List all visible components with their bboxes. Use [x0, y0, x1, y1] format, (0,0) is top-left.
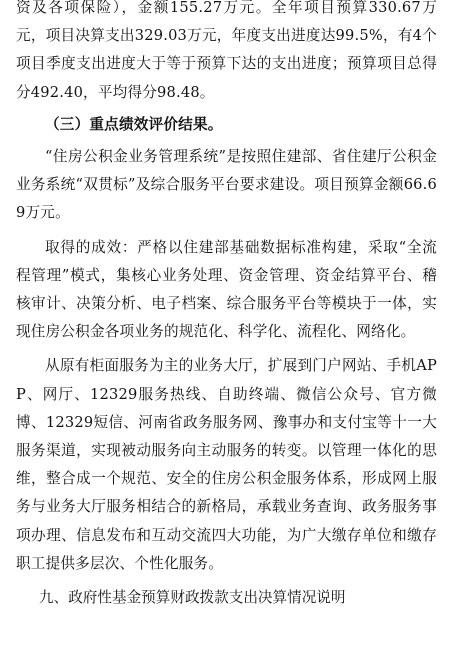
service-channels-paragraph: 从原有柜面服务为主的业务大厅，扩展到门户网站、手机APP、网厅、12329服务热线、自助终端、微信公众号、官方微博、12329短信、河南省政务服务网、豫事办和支付宝等十一大服务渠道，实现被动服务向主动服务的转变。以管理一体化的思维，整合成一个规范、安全的住房公积金服务体系，形成网上服务与业务大厅服务相结合的新格局，承载业务查询、政务服务事项办理、信息发布和互动交流四大功能，为广大缴存单位和缴存职工提供多层次、个性化服务。	[16, 357, 437, 572]
achievements-paragraph: 取得的成效：严格以住建部基础数据标准构建，采取“全流程管理”模式，集核心业务处理、资金管理、资金结算平台、稽核审计、决策分析、电子档案、综合服务平台等模块于一体，实现住房公积金各项业务的规范化、科学化、流程化、网络化。	[16, 238, 437, 341]
key-evaluation-heading: （三）重点绩效评价结果。	[45, 115, 223, 133]
section-nine-title: 九、政府性基金预算财政拨款支出决算情况说明	[39, 589, 346, 607]
system-intro-paragraph: “住房公积金业务管理系统”是按照住建部、省住建厅公积金业务系统“双贯标”及综合服务平台要求建设。项目预算金额66.69万元。	[16, 148, 437, 222]
budget-summary-paragraph: 资及各项保险），金额155.27万元。全年项目预算330.67万元，项目决算支出329.03万元，年度支出进度达99.5%，有4个项目季度支出进度大于等于预算下达的支出进度；预算项目总得分492.40，平均得分98.48。	[16, 0, 437, 101]
